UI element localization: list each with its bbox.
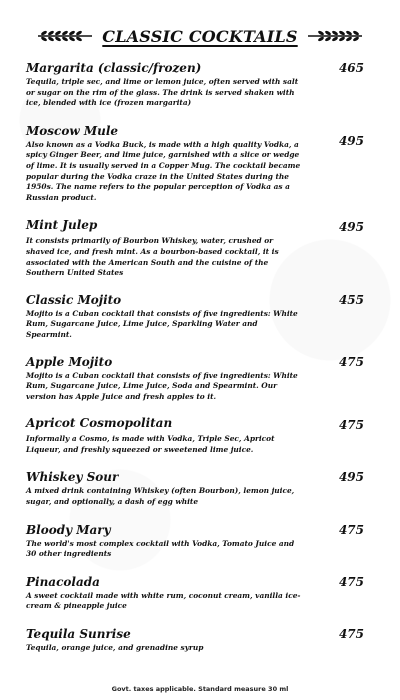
item-description: Tequila, triple sec, and lime or lemon juice, often served with salt or sugar on the rim of the glass. The drink is served shaken with ice, blended with ice (frozen margarita) [26, 77, 299, 108]
item-name: Classic Mojito [26, 292, 122, 307]
menu-item [26, 470, 366, 507]
cocktail-list [26, 61, 366, 654]
item-price: 495 [338, 470, 364, 485]
item-description: Also known as a Vodka Buck, is made with a high quality Vodka, a spicy Ginger Beer, and lime juice, garnished with a slice or wedge of lime. It is usually served in a Copper Mug. The cocktail became popular during the Vodka craze in the United States during the 1950s. The name refers to the popular perception of Vodka as a Russian product. [26, 139, 301, 202]
menu-item [26, 627, 366, 654]
menu-item [26, 61, 366, 109]
item-name: Mint Julep [26, 218, 98, 233]
item-name: Bloody Mary [26, 522, 111, 537]
item-description: Tequila, orange juice, and grenadine syrup [26, 643, 204, 653]
menu-item [26, 124, 366, 204]
item-description: Informally a Cosmo, is made with Vodka, Triple Sec, Apricot Liqueur, and freshly squeezed or sweetened lime juice. [26, 434, 275, 454]
item-name: Apple Mojito [26, 354, 113, 369]
item-name: Apricot Cosmopolitan [26, 416, 173, 431]
item-price: 465 [338, 61, 364, 75]
wheat-ornament-left-icon [36, 29, 94, 43]
menu-item [26, 416, 366, 455]
item-price: 495 [338, 133, 364, 148]
item-description: The world's most complex cocktail with Vodka, Tomato Juice and 30 other ingredients [26, 538, 295, 559]
item-name: Tequila Sunrise [26, 627, 131, 642]
item-description: Mojito is a Cuban cocktail that consists of five ingredients: White Rum, Sugarcane Juice, Lime Juice, Sparkling Water and Spearmint. [26, 308, 298, 339]
item-description: A mixed drink containing Whiskey (often Bourbon), lemon juice, sugar, and optionally, a dash of egg white [26, 486, 295, 507]
item-price: 475 [338, 418, 364, 433]
item-description: Mojito is a Cuban cocktail that consists of five ingredients: White Rum, Sugarcane Juice, Lime Juice, Soda and Spearmint. Our version has Apple Juice and fresh apples to it. [26, 370, 298, 401]
item-name: Moscow Mule [26, 123, 119, 138]
footer-note: Govt. taxes applicable. Standard measure 30 ml [111, 685, 289, 693]
item-name: Margarita (classic/frozen) [26, 61, 202, 75]
item-price: 475 [338, 627, 364, 642]
item-name: Whiskey Sour [26, 470, 119, 485]
menu-item [26, 355, 366, 403]
menu-item [26, 523, 366, 560]
item-price: 475 [338, 574, 364, 589]
item-price: 475 [338, 522, 364, 537]
item-price: 495 [338, 220, 364, 235]
menu-item [26, 575, 366, 612]
wheat-ornament-right-icon [306, 29, 364, 43]
item-description: A sweet cocktail made with white rum, coconut cream, vanilla ice-cream & pineapple juice [26, 590, 301, 611]
menu-item [26, 218, 366, 278]
menu-header [0, 22, 400, 50]
item-description: It consists primarily of Bourbon Whiskey, water, crushed or shaved ice, and fresh mint. As a bourbon-based cocktail, it is associated with the American South and the cuisine of the Southern United States [26, 236, 279, 278]
menu-item [26, 293, 366, 341]
page-title: CLASSIC COCKTAILS [102, 26, 298, 46]
item-price: 455 [338, 292, 364, 307]
item-name: Pinacolada [26, 574, 100, 589]
item-price: 475 [338, 354, 364, 369]
